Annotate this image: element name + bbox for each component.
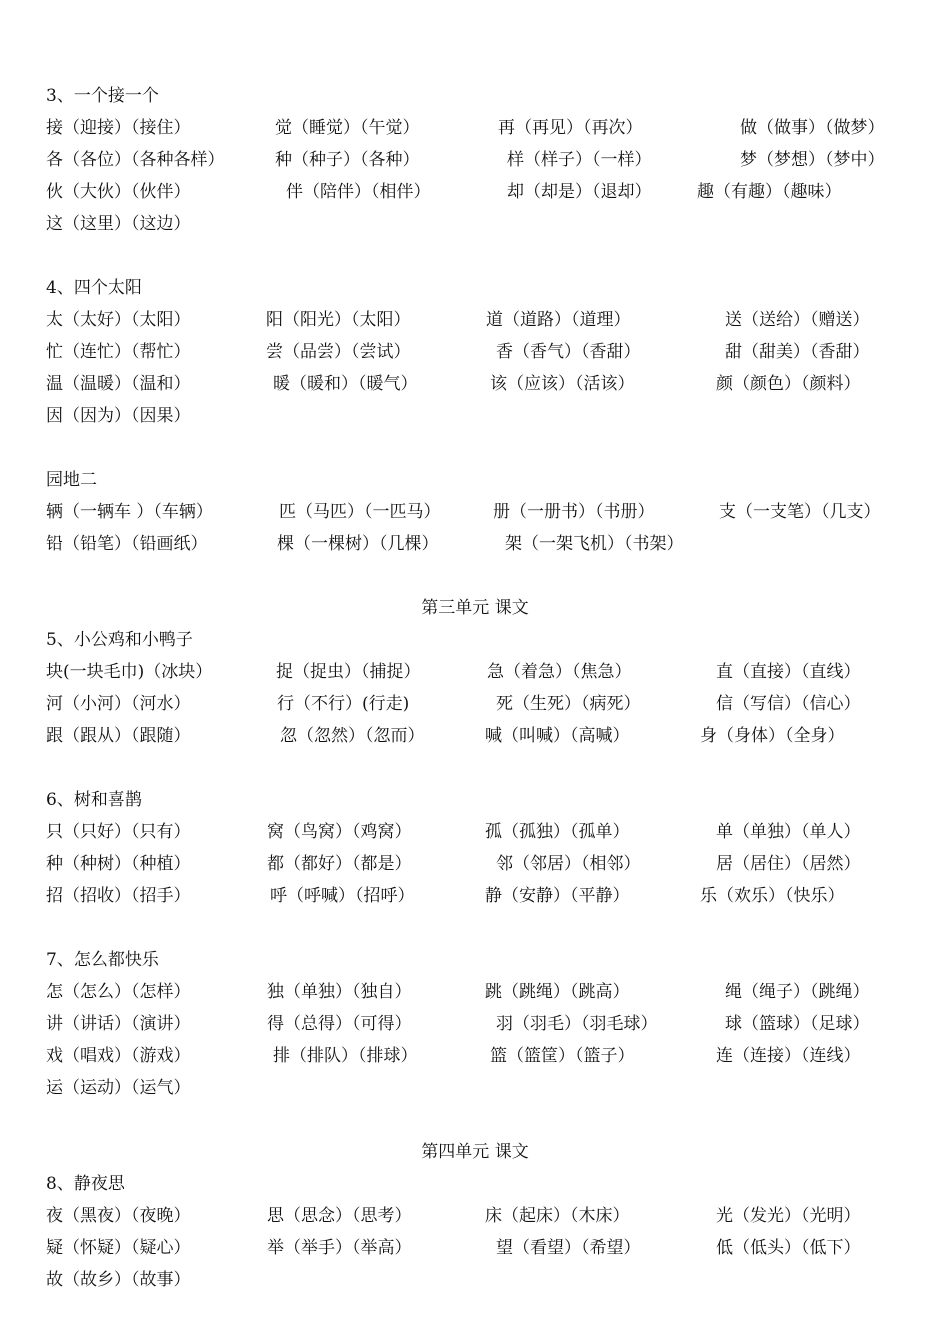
word-entry: 呼（呼喊）（招呼） xyxy=(270,886,415,906)
word-entry: 种（种树）（种植） xyxy=(46,854,191,874)
word-entry: 暖（暖和）（暖气） xyxy=(273,374,418,394)
word-entry: 块(一块毛巾)（冰块） xyxy=(46,662,213,682)
word-row xyxy=(0,1078,950,1110)
word-row xyxy=(0,854,950,886)
word-row xyxy=(0,982,950,1014)
word-entry: 篮（篮筐）（篮子） xyxy=(490,1046,635,1066)
word-entry: 送（送给）（赠送） xyxy=(725,310,870,330)
word-entry: 连（连接）（连线） xyxy=(716,1046,861,1066)
word-entry: 甜（甜美）（香甜） xyxy=(725,342,870,362)
word-row xyxy=(0,406,950,438)
word-row xyxy=(0,886,950,918)
word-entry: 球（篮球）（足球） xyxy=(725,1014,870,1034)
word-entry: 各（各位）（各种各样） xyxy=(46,150,225,170)
word-entry: 跳（跳绳）（跳高） xyxy=(485,982,630,1002)
word-row xyxy=(0,310,950,342)
word-entry: 居（居住）（居然） xyxy=(716,854,861,874)
lesson-title-row xyxy=(0,278,950,310)
word-entry: 觉（睡觉）（午觉） xyxy=(275,118,420,138)
word-entry: 静（安静）（平静） xyxy=(485,886,630,906)
word-entry: 梦（梦想）（梦中） xyxy=(740,150,885,170)
word-entry: 忽（忽然）（忽而） xyxy=(280,726,425,746)
word-entry: 只（只好）（只有） xyxy=(46,822,191,842)
word-entry: 忙（连忙）（帮忙） xyxy=(46,342,191,362)
word-entry: 伙（大伙）（伙伴） xyxy=(46,182,191,202)
word-entry: 讲（讲话）（演讲） xyxy=(46,1014,191,1034)
word-entry: 光（发光）（光明） xyxy=(716,1206,861,1226)
word-entry: 再（再见）（再次） xyxy=(498,118,643,138)
word-entry: 尝（品尝）（尝试） xyxy=(266,342,411,362)
word-entry: 招（招收）（招手） xyxy=(46,886,191,906)
word-entry: 颜（颜色）（颜料） xyxy=(716,374,861,394)
word-entry: 喊（叫喊）（高喊） xyxy=(485,726,630,746)
word-entry: 架（一架飞机）（书架） xyxy=(505,534,684,554)
word-entry: 乐（欢乐）（快乐） xyxy=(700,886,845,906)
word-entry: 阳（阳光）（太阳） xyxy=(266,310,411,330)
lesson-title: 园地二 xyxy=(46,470,97,490)
word-entry: 香（香气）（香甜） xyxy=(496,342,641,362)
word-row xyxy=(0,694,950,726)
word-entry: 做（做事）（做梦） xyxy=(740,118,885,138)
word-entry: 接（迎接）（接住） xyxy=(46,118,191,138)
word-entry: 孤（孤独）（孤单） xyxy=(485,822,630,842)
unit-heading: 第四单元 课文 xyxy=(421,1142,529,1162)
word-entry: 信（写信）（信心） xyxy=(716,694,861,714)
word-entry: 独（单独）（独自） xyxy=(267,982,412,1002)
word-entry: 戏（唱戏）（游戏） xyxy=(46,1046,191,1066)
word-entry: 身（身体）（全身） xyxy=(700,726,845,746)
word-entry: 都（都好）（都是） xyxy=(267,854,412,874)
word-entry: 单（单独）（单人） xyxy=(716,822,861,842)
word-entry: 道（道路）（道理） xyxy=(486,310,631,330)
word-row xyxy=(0,662,950,694)
word-entry: 铅（铅笔）（铅画纸） xyxy=(46,534,208,554)
word-entry: 跟（跟从）（跟随） xyxy=(46,726,191,746)
lesson-title-row xyxy=(0,790,950,822)
word-entry: 匹（马匹）（一匹马） xyxy=(279,502,441,522)
unit-heading: 第三单元 课文 xyxy=(421,598,529,618)
word-entry: 窝（鸟窝）（鸡窝） xyxy=(267,822,412,842)
word-row xyxy=(0,374,950,406)
word-entry: 却（却是）（退却） xyxy=(507,182,652,202)
word-row xyxy=(0,1206,950,1238)
lesson-title-row xyxy=(0,1174,950,1206)
word-entry: 棵（一棵树）（几棵） xyxy=(277,534,439,554)
word-row xyxy=(0,502,950,534)
word-entry: 册（一册书）（书册） xyxy=(493,502,655,522)
word-entry: 夜（黑夜）（夜晚） xyxy=(46,1206,191,1226)
lesson-title: 4、四个太阳 xyxy=(46,278,142,298)
word-entry: 疑（怀疑）（疑心） xyxy=(46,1238,191,1258)
word-row xyxy=(0,1270,950,1302)
word-entry: 运（运动）（运气） xyxy=(46,1078,191,1098)
word-row xyxy=(0,1238,950,1270)
word-entry: 羽（羽毛）（羽毛球） xyxy=(496,1014,658,1034)
lesson-title: 3、一个接一个 xyxy=(46,86,159,106)
word-row xyxy=(0,726,950,758)
word-row xyxy=(0,150,950,182)
lesson-title: 8、静夜思 xyxy=(46,1174,125,1194)
word-entry: 因（因为）（因果） xyxy=(46,406,191,426)
word-entry: 怎（怎么）（怎样） xyxy=(46,982,191,1002)
word-entry: 支（一支笔）（几支） xyxy=(719,502,881,522)
word-entry: 捉（捉虫）（捕捉） xyxy=(276,662,421,682)
word-row xyxy=(0,118,950,150)
word-entry: 这（这里）（这边） xyxy=(46,214,191,234)
word-entry: 温（温暖）（温和） xyxy=(46,374,191,394)
lesson-title-row xyxy=(0,470,950,502)
word-row xyxy=(0,534,950,566)
word-entry: 急（着急）（焦急） xyxy=(487,662,632,682)
lesson-title-row xyxy=(0,86,950,118)
word-entry: 举（举手）（举高） xyxy=(267,1238,412,1258)
word-entry: 样（样子）（一样） xyxy=(507,150,652,170)
word-entry: 望（看望）（希望） xyxy=(496,1238,641,1258)
word-row xyxy=(0,1046,950,1078)
word-entry: 绳（绳子）（跳绳） xyxy=(725,982,870,1002)
word-entry: 故（故乡）（故事） xyxy=(46,1270,191,1290)
word-row xyxy=(0,822,950,854)
word-entry: 该（应该）（活该） xyxy=(490,374,635,394)
word-entry: 思（思念）（思考） xyxy=(267,1206,412,1226)
word-row xyxy=(0,342,950,374)
word-entry: 低（低头）（低下） xyxy=(716,1238,861,1258)
word-row xyxy=(0,182,950,214)
word-row xyxy=(0,214,950,246)
word-entry: 伴（陪伴）（相伴） xyxy=(286,182,431,202)
lesson-title-row xyxy=(0,630,950,662)
word-entry: 邻（邻居）（相邻） xyxy=(496,854,641,874)
lesson-title: 6、树和喜鹊 xyxy=(46,790,142,810)
word-entry: 直（直接）（直线） xyxy=(716,662,861,682)
lesson-title: 5、小公鸡和小鸭子 xyxy=(46,630,193,650)
word-entry: 得（总得）（可得） xyxy=(267,1014,412,1034)
lesson-title-row xyxy=(0,950,950,982)
word-entry: 排（排队）（排球） xyxy=(273,1046,418,1066)
word-entry: 河（小河）（河水） xyxy=(46,694,191,714)
word-entry: 死（生死）（病死） xyxy=(496,694,641,714)
word-entry: 辆（一辆车 ）（车辆） xyxy=(46,502,213,522)
word-entry: 太（太好）（太阳） xyxy=(46,310,191,330)
word-entry: 行（不行）(行走) xyxy=(277,694,410,714)
word-entry: 趣（有趣）（趣味） xyxy=(697,182,842,202)
word-entry: 种（种子）（各种） xyxy=(275,150,420,170)
word-entry: 床（起床）（木床） xyxy=(485,1206,630,1226)
lesson-title: 7、怎么都快乐 xyxy=(46,950,159,970)
word-row xyxy=(0,1014,950,1046)
